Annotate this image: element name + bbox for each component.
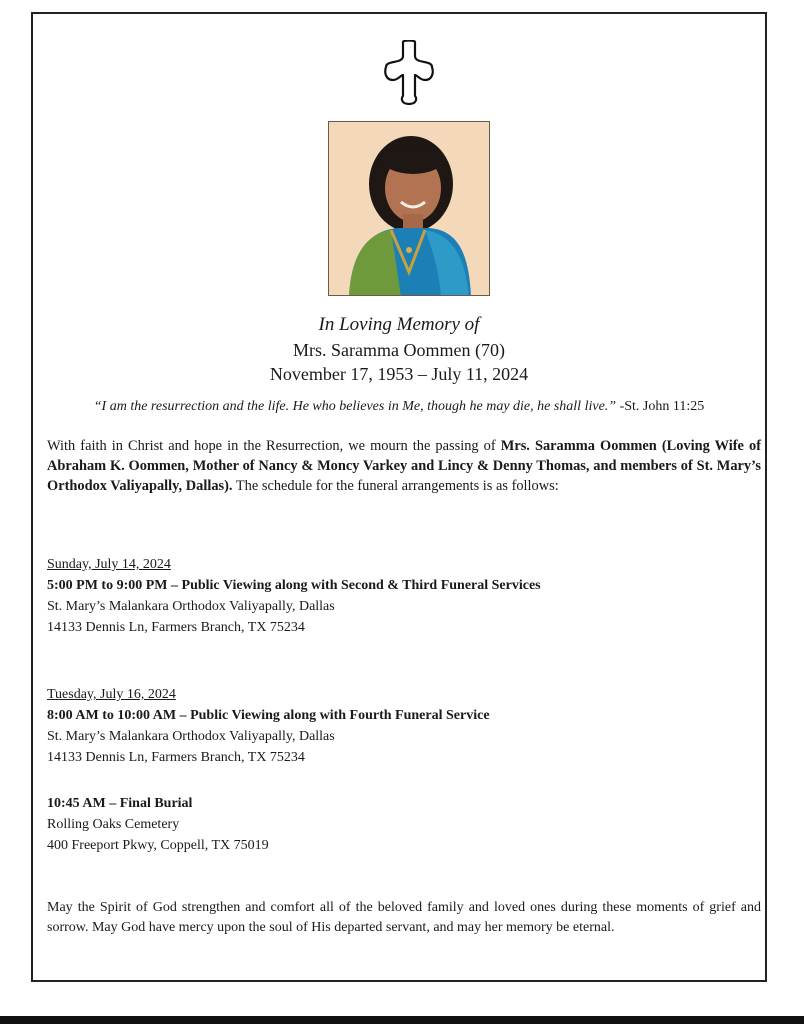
verse-citation: -St. John 11:25 <box>616 399 705 414</box>
verse-quote: “I am the resurrection and the life. He who believes in Me, though he may die, he shall live.” <box>93 399 617 414</box>
portrait-photo <box>328 121 490 296</box>
deceased-name: Mrs. Saramma Oommen (70) <box>293 340 505 360</box>
event-address: 400 Freeport Pkwy, Coppell, TX 75019 <box>47 838 269 853</box>
cross-icon <box>384 40 434 106</box>
bottom-bar <box>0 1016 804 1024</box>
scripture-verse <box>31 399 767 415</box>
announcement-paragraph <box>47 436 761 496</box>
event-date: Sunday, July 14, 2024 <box>47 557 171 572</box>
event-time: 10:45 AM – Final Burial <box>47 796 193 811</box>
event-date: Tuesday, July 16, 2024 <box>47 687 176 702</box>
life-dates: November 17, 1953 – July 11, 2024 <box>269 364 529 384</box>
event-place: St. Mary’s Malankara Orthodox Valiyapally, Dallas <box>47 599 335 614</box>
intro-family-text: Mrs. Saramma Oommen (Loving Wife of Abraham K. Oommen, Mother of Nancy & Moncy Varkey and Lincy & Denny Thomas, and members of St. Mary’s Orthodox Valiyapally, Dallas). <box>47 438 761 494</box>
intro-schedule-text: The schedule for the funeral arrangements is as follows: <box>232 478 559 494</box>
memorial-heading: In Loving Memory of <box>318 314 480 335</box>
schedule-event <box>47 684 761 768</box>
event-address: 14133 Dennis Ln, Farmers Branch, TX 75234 <box>47 620 305 635</box>
closing-prayer: May the Spirit of God strengthen and comfort all of the beloved family and loved ones during these moments of grief and sorrow. May God have mercy upon the soul of His departed servant, and may her memory be eternal. <box>47 900 761 935</box>
schedule-event <box>47 554 761 638</box>
portrait-illustration <box>329 122 490 296</box>
event-place: Rolling Oaks Cemetery <box>47 817 180 832</box>
intro-text: With faith in Christ and hope in the Resurrection, we mourn the passing of <box>47 438 501 454</box>
event-place: St. Mary’s Malankara Orthodox Valiyapally, Dallas <box>47 729 335 744</box>
schedule-event <box>47 793 761 856</box>
event-time: 8:00 AM to 10:00 AM – Public Viewing along with Fourth Funeral Service <box>47 708 490 723</box>
event-time: 5:00 PM to 9:00 PM – Public Viewing along with Second & Third Funeral Services <box>47 578 541 593</box>
event-address: 14133 Dennis Ln, Farmers Branch, TX 75234 <box>47 750 305 765</box>
